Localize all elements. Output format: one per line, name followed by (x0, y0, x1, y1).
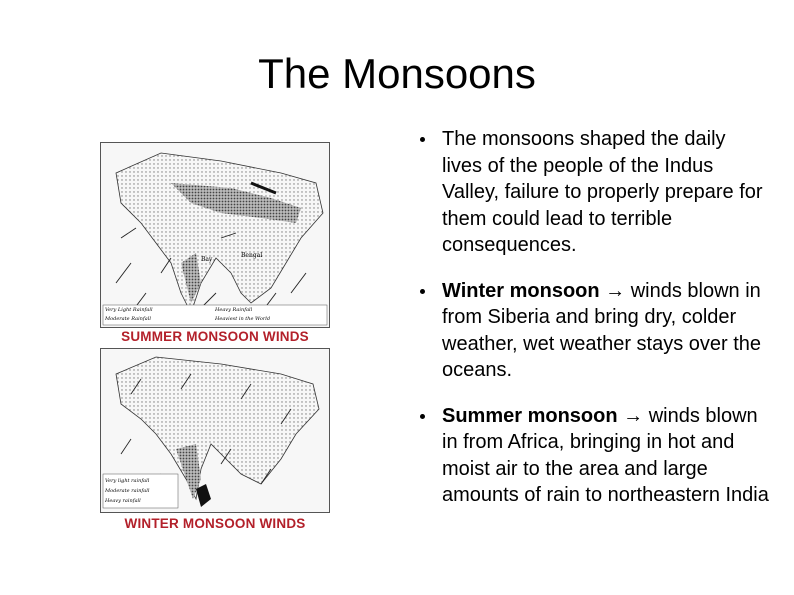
svg-text:Bay: Bay (201, 256, 213, 263)
bullet-dot-icon (420, 137, 425, 142)
bullet-dot-icon (420, 289, 425, 294)
bullet-dot-icon (420, 414, 425, 419)
bullet-list (420, 126, 770, 528)
winter-map-legend: Very light rainfall Moderate rainfall Heavy rainfall (105, 478, 150, 504)
bullet-item: Winter monsoon → winds blown in from Siberia and bring dry, colder weather, wet weather stays over the oceans. (420, 278, 770, 384)
summer-monsoon-map (100, 142, 330, 328)
bullet-item: Summer monsoon → winds blown in from Africa, bringing in hot and moist air to the area and large amounts of rain to northeastern India (420, 403, 770, 509)
summer-map-legend: Very Light Rainfall Heavy Rainfall Moderate Rainfall Heaviest in the World (105, 307, 271, 322)
slide-title: The Monsoons (258, 50, 536, 97)
winter-caption: WINTER MONSOON WINDS (124, 516, 306, 531)
winter-monsoon-map (100, 348, 330, 513)
svg-text:Bengal: Bengal (241, 252, 263, 259)
bullet-item: The monsoons shaped the daily lives of the people of the Indus Valley, failure to properly prepare for them could lead to terrible consequences. (420, 126, 770, 259)
summer-caption: SUMMER MONSOON WINDS (121, 329, 309, 344)
